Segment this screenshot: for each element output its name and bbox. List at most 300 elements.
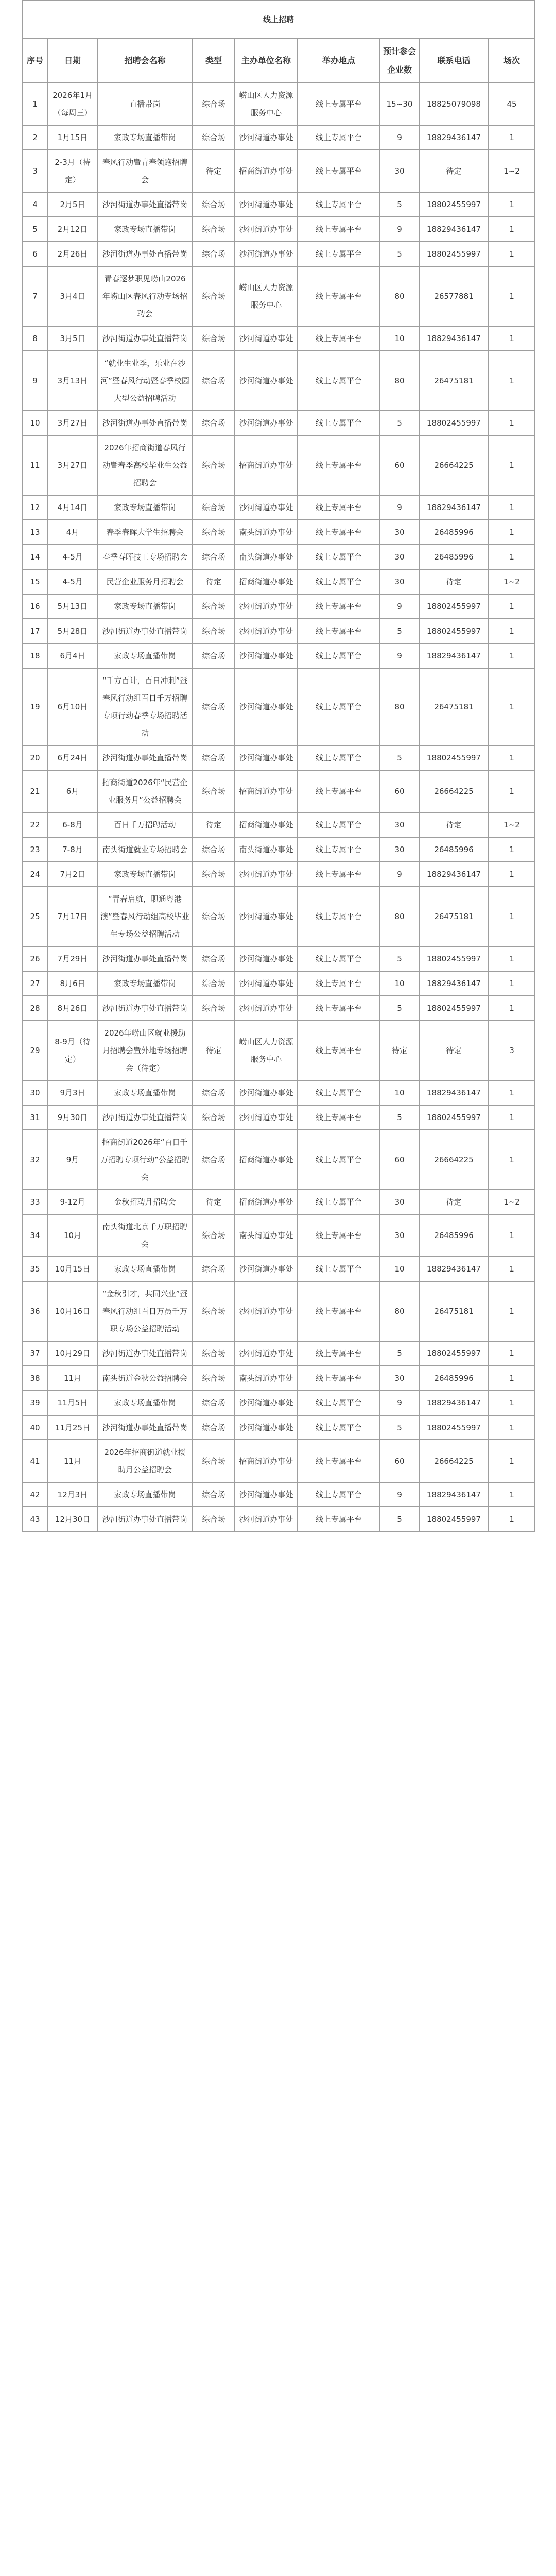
date-cell: 9月30日 xyxy=(48,1105,97,1130)
row-number: 17 xyxy=(22,619,48,643)
table-row xyxy=(22,1130,535,1190)
company-count-cell: 9 xyxy=(380,217,419,242)
date-cell: 5月13日 xyxy=(48,594,97,619)
type-cell: 综合场 xyxy=(193,217,235,242)
event-name-cell: 招商街道2026年“百日千万招聘专项行动”公益招聘会 xyxy=(97,1130,193,1190)
row-number: 28 xyxy=(22,996,48,1021)
event-name-cell: “就业生业季，乐业在沙河”暨春风行动暨春季校园大型公益招聘活动 xyxy=(97,351,193,411)
type-cell: 综合场 xyxy=(193,520,235,545)
company-count-cell: 5 xyxy=(380,946,419,971)
organizer-cell: 南头街道办事处 xyxy=(235,545,298,569)
date-cell: 6月24日 xyxy=(48,745,97,770)
organizer-cell: 沙河街道办事处 xyxy=(235,1507,298,1532)
type-cell: 综合场 xyxy=(193,837,235,862)
company-count-cell: 9 xyxy=(380,1391,419,1415)
row-number: 43 xyxy=(22,1507,48,1532)
table-row xyxy=(22,125,535,150)
date-cell: 11月25日 xyxy=(48,1415,97,1440)
organizer-cell: 沙河街道办事处 xyxy=(235,351,298,411)
venue-cell: 线上专属平台 xyxy=(298,192,380,217)
table-row xyxy=(22,643,535,668)
organizer-cell: 招商街道办事处 xyxy=(235,435,298,495)
date-cell: 3月5日 xyxy=(48,326,97,351)
column-header: 日期 xyxy=(48,39,97,83)
row-number: 4 xyxy=(22,192,48,217)
table-row xyxy=(22,619,535,643)
phone-cell: 26475181 xyxy=(419,351,489,411)
phone-cell: 18802455997 xyxy=(419,242,489,266)
session-count-cell: 3 xyxy=(489,1021,535,1080)
organizer-cell: 崂山区人力资源服务中心 xyxy=(235,1021,298,1080)
company-count-cell: 80 xyxy=(380,351,419,411)
type-cell: 综合场 xyxy=(193,1440,235,1482)
table-title: 线上招聘 xyxy=(22,1,535,39)
session-count-cell: 1~2 xyxy=(489,150,535,192)
venue-cell: 线上专属平台 xyxy=(298,946,380,971)
session-count-cell: 1 xyxy=(489,862,535,887)
phone-cell: 26485996 xyxy=(419,837,489,862)
row-number: 13 xyxy=(22,520,48,545)
organizer-cell: 沙河街道办事处 xyxy=(235,1080,298,1105)
date-cell: 2月12日 xyxy=(48,217,97,242)
date-cell: 12月3日 xyxy=(48,1482,97,1507)
session-count-cell: 1 xyxy=(489,1482,535,1507)
row-number: 6 xyxy=(22,242,48,266)
event-name-cell: 家政专场直播带岗 xyxy=(97,1391,193,1415)
date-cell: 6-8月 xyxy=(48,812,97,837)
table-row xyxy=(22,1214,535,1257)
date-cell: 11月 xyxy=(48,1440,97,1482)
phone-cell: 26485996 xyxy=(419,1214,489,1257)
type-cell: 综合场 xyxy=(193,594,235,619)
venue-cell: 线上专属平台 xyxy=(298,83,380,125)
venue-cell: 线上专属平台 xyxy=(298,150,380,192)
venue-cell: 线上专属平台 xyxy=(298,668,380,745)
company-count-cell: 80 xyxy=(380,1281,419,1341)
phone-cell: 18829436147 xyxy=(419,1391,489,1415)
table-row xyxy=(22,1105,535,1130)
date-cell: 9-12月 xyxy=(48,1190,97,1214)
phone-cell: 26485996 xyxy=(419,1366,489,1391)
event-name-cell: 春季春晖大学生招聘会 xyxy=(97,520,193,545)
venue-cell: 线上专属平台 xyxy=(298,217,380,242)
table-row xyxy=(22,411,535,435)
table-row xyxy=(22,1415,535,1440)
session-count-cell: 1 xyxy=(489,545,535,569)
event-name-cell: “青春启航，职通粤港澳”暨春风行动组高校毕业生专场公益招聘活动 xyxy=(97,887,193,946)
date-cell: 10月29日 xyxy=(48,1341,97,1366)
type-cell: 综合场 xyxy=(193,668,235,745)
row-number: 24 xyxy=(22,862,48,887)
phone-cell: 待定 xyxy=(419,150,489,192)
session-count-cell: 1 xyxy=(489,411,535,435)
column-header: 类型 xyxy=(193,39,235,83)
venue-cell: 线上专属平台 xyxy=(298,266,380,326)
company-count-cell: 15~30 xyxy=(380,83,419,125)
company-count-cell: 10 xyxy=(380,326,419,351)
session-count-cell: 1 xyxy=(489,1507,535,1532)
event-name-cell: 沙河街道办事处直播带岗 xyxy=(97,619,193,643)
organizer-cell: 沙河街道办事处 xyxy=(235,619,298,643)
table-header-row xyxy=(22,39,535,83)
row-number: 22 xyxy=(22,812,48,837)
type-cell: 综合场 xyxy=(193,1080,235,1105)
date-cell: 7月29日 xyxy=(48,946,97,971)
event-name-cell: 沙河街道办事处直播带岗 xyxy=(97,1105,193,1130)
event-name-cell: 民营企业服务月招聘会 xyxy=(97,569,193,594)
row-number: 9 xyxy=(22,351,48,411)
event-name-cell: 家政专场直播带岗 xyxy=(97,125,193,150)
table-row xyxy=(22,1507,535,1532)
date-cell: 4-5月 xyxy=(48,545,97,569)
date-cell: 3月27日 xyxy=(48,411,97,435)
type-cell: 综合场 xyxy=(193,435,235,495)
session-count-cell: 1 xyxy=(489,1440,535,1482)
phone-cell: 18829436147 xyxy=(419,1482,489,1507)
row-number: 10 xyxy=(22,411,48,435)
venue-cell: 线上专属平台 xyxy=(298,351,380,411)
table-row xyxy=(22,1021,535,1080)
session-count-cell: 1 xyxy=(489,1214,535,1257)
row-number: 37 xyxy=(22,1341,48,1366)
session-count-cell: 1 xyxy=(489,946,535,971)
session-count-cell: 1 xyxy=(489,351,535,411)
phone-cell: 18829436147 xyxy=(419,862,489,887)
table-row xyxy=(22,1440,535,1482)
date-cell: 1月15日 xyxy=(48,125,97,150)
organizer-cell: 沙河街道办事处 xyxy=(235,643,298,668)
phone-cell: 待定 xyxy=(419,812,489,837)
row-number: 16 xyxy=(22,594,48,619)
event-name-cell: 沙河街道办事处直播带岗 xyxy=(97,242,193,266)
type-cell: 综合场 xyxy=(193,351,235,411)
organizer-cell: 沙河街道办事处 xyxy=(235,594,298,619)
row-number: 21 xyxy=(22,770,48,812)
row-number: 3 xyxy=(22,150,48,192)
phone-cell: 18802455997 xyxy=(419,619,489,643)
table-row xyxy=(22,150,535,192)
organizer-cell: 沙河街道办事处 xyxy=(235,1281,298,1341)
venue-cell: 线上专属平台 xyxy=(298,887,380,946)
phone-cell: 18802455997 xyxy=(419,1341,489,1366)
table-row xyxy=(22,351,535,411)
event-name-cell: 金秋招聘月招聘会 xyxy=(97,1190,193,1214)
event-name-cell: 百日千万招聘活动 xyxy=(97,812,193,837)
company-count-cell: 30 xyxy=(380,812,419,837)
row-number: 36 xyxy=(22,1281,48,1341)
event-name-cell: 2026年招商街道春风行动暨春季高校毕业生公益招聘会 xyxy=(97,435,193,495)
event-name-cell: 春风行动暨青春领跑招聘会 xyxy=(97,150,193,192)
session-count-cell: 1 xyxy=(489,837,535,862)
column-header: 联系电话 xyxy=(419,39,489,83)
session-count-cell: 1 xyxy=(489,1341,535,1366)
table-row xyxy=(22,887,535,946)
event-name-cell: 沙河街道办事处直播带岗 xyxy=(97,996,193,1021)
table-row xyxy=(22,1366,535,1391)
session-count-cell: 1 xyxy=(489,1080,535,1105)
event-name-cell: 家政专场直播带岗 xyxy=(97,643,193,668)
type-cell: 待定 xyxy=(193,1190,235,1214)
table-row xyxy=(22,946,535,971)
organizer-cell: 沙河街道办事处 xyxy=(235,1257,298,1281)
session-count-cell: 1 xyxy=(489,192,535,217)
organizer-cell: 南头街道办事处 xyxy=(235,1214,298,1257)
table-row xyxy=(22,812,535,837)
phone-cell: 26664225 xyxy=(419,1440,489,1482)
phone-cell: 18829436147 xyxy=(419,125,489,150)
type-cell: 待定 xyxy=(193,1021,235,1080)
row-number: 38 xyxy=(22,1366,48,1391)
type-cell: 综合场 xyxy=(193,887,235,946)
phone-cell: 18829436147 xyxy=(419,495,489,520)
event-name-cell: 春季春晖技工专场招聘会 xyxy=(97,545,193,569)
phone-cell: 18802455997 xyxy=(419,1415,489,1440)
table-row xyxy=(22,1190,535,1214)
session-count-cell: 1 xyxy=(489,619,535,643)
type-cell: 综合场 xyxy=(193,1341,235,1366)
phone-cell: 18802455997 xyxy=(419,946,489,971)
table-row xyxy=(22,1257,535,1281)
row-number: 26 xyxy=(22,946,48,971)
phone-cell: 26485996 xyxy=(419,545,489,569)
venue-cell: 线上专属平台 xyxy=(298,862,380,887)
type-cell: 综合场 xyxy=(193,1214,235,1257)
type-cell: 综合场 xyxy=(193,619,235,643)
type-cell: 综合场 xyxy=(193,495,235,520)
table-row xyxy=(22,266,535,326)
type-cell: 综合场 xyxy=(193,411,235,435)
company-count-cell: 80 xyxy=(380,266,419,326)
row-number: 5 xyxy=(22,217,48,242)
company-count-cell: 30 xyxy=(380,1366,419,1391)
table-row xyxy=(22,435,535,495)
organizer-cell: 沙河街道办事处 xyxy=(235,125,298,150)
phone-cell: 18829436147 xyxy=(419,326,489,351)
company-count-cell: 5 xyxy=(380,1507,419,1532)
session-count-cell: 1 xyxy=(489,745,535,770)
organizer-cell: 沙河街道办事处 xyxy=(235,411,298,435)
date-cell: 8月6日 xyxy=(48,971,97,996)
event-name-cell: 南头街道金秋公益招聘会 xyxy=(97,1366,193,1391)
venue-cell: 线上专属平台 xyxy=(298,1080,380,1105)
phone-cell: 26475181 xyxy=(419,668,489,745)
type-cell: 综合场 xyxy=(193,1366,235,1391)
phone-cell: 待定 xyxy=(419,569,489,594)
organizer-cell: 南头街道办事处 xyxy=(235,837,298,862)
table-row xyxy=(22,1391,535,1415)
organizer-cell: 沙河街道办事处 xyxy=(235,668,298,745)
type-cell: 综合场 xyxy=(193,192,235,217)
type-cell: 综合场 xyxy=(193,770,235,812)
company-count-cell: 80 xyxy=(380,668,419,745)
company-count-cell: 5 xyxy=(380,1105,419,1130)
organizer-cell: 沙河街道办事处 xyxy=(235,971,298,996)
date-cell: 7-8月 xyxy=(48,837,97,862)
company-count-cell: 80 xyxy=(380,887,419,946)
session-count-cell: 1~2 xyxy=(489,812,535,837)
phone-cell: 26577881 xyxy=(419,266,489,326)
venue-cell: 线上专属平台 xyxy=(298,837,380,862)
event-name-cell: 家政专场直播带岗 xyxy=(97,217,193,242)
row-number: 20 xyxy=(22,745,48,770)
venue-cell: 线上专属平台 xyxy=(298,1440,380,1482)
event-name-cell: “金秋引才，共同兴业”暨春风行动组百日万员千万职专场公益招聘活动 xyxy=(97,1281,193,1341)
date-cell: 2月5日 xyxy=(48,192,97,217)
session-count-cell: 45 xyxy=(489,83,535,125)
event-name-cell: 家政专场直播带岗 xyxy=(97,495,193,520)
type-cell: 待定 xyxy=(193,812,235,837)
venue-cell: 线上专属平台 xyxy=(298,1341,380,1366)
phone-cell: 18802455997 xyxy=(419,745,489,770)
date-cell: 4-5月 xyxy=(48,569,97,594)
type-cell: 综合场 xyxy=(193,1415,235,1440)
date-cell: 9月3日 xyxy=(48,1080,97,1105)
table-row xyxy=(22,1482,535,1507)
table-row xyxy=(22,242,535,266)
event-name-cell: 家政专场直播带岗 xyxy=(97,971,193,996)
table-row xyxy=(22,837,535,862)
organizer-cell: 沙河街道办事处 xyxy=(235,217,298,242)
session-count-cell: 1 xyxy=(489,643,535,668)
organizer-cell: 招商街道办事处 xyxy=(235,1190,298,1214)
venue-cell: 线上专属平台 xyxy=(298,1214,380,1257)
date-cell: 11月5日 xyxy=(48,1391,97,1415)
row-number: 32 xyxy=(22,1130,48,1190)
organizer-cell: 沙河街道办事处 xyxy=(235,326,298,351)
table-row xyxy=(22,83,535,125)
venue-cell: 线上专属平台 xyxy=(298,643,380,668)
type-cell: 待定 xyxy=(193,150,235,192)
session-count-cell: 1 xyxy=(489,971,535,996)
company-count-cell: 9 xyxy=(380,643,419,668)
row-number: 14 xyxy=(22,545,48,569)
date-cell: 8月26日 xyxy=(48,996,97,1021)
column-header: 主办单位名称 xyxy=(235,39,298,83)
company-count-cell: 5 xyxy=(380,1415,419,1440)
venue-cell: 线上专属平台 xyxy=(298,411,380,435)
event-name-cell: 家政专场直播带岗 xyxy=(97,1482,193,1507)
type-cell: 综合场 xyxy=(193,996,235,1021)
organizer-cell: 沙河街道办事处 xyxy=(235,996,298,1021)
venue-cell: 线上专属平台 xyxy=(298,770,380,812)
row-number: 12 xyxy=(22,495,48,520)
phone-cell: 待定 xyxy=(419,1190,489,1214)
venue-cell: 线上专属平台 xyxy=(298,495,380,520)
organizer-cell: 南头街道办事处 xyxy=(235,520,298,545)
phone-cell: 18829436147 xyxy=(419,1080,489,1105)
venue-cell: 线上专属平台 xyxy=(298,594,380,619)
session-count-cell: 1 xyxy=(489,1257,535,1281)
date-cell: 8-9月（待定） xyxy=(48,1021,97,1080)
company-count-cell: 30 xyxy=(380,520,419,545)
company-count-cell: 9 xyxy=(380,495,419,520)
venue-cell: 线上专属平台 xyxy=(298,520,380,545)
venue-cell: 线上专属平台 xyxy=(298,326,380,351)
date-cell: 11月 xyxy=(48,1366,97,1391)
event-name-cell: 沙河街道办事处直播带岗 xyxy=(97,326,193,351)
table-row xyxy=(22,996,535,1021)
organizer-cell: 沙河街道办事处 xyxy=(235,1415,298,1440)
row-number: 1 xyxy=(22,83,48,125)
session-count-cell: 1 xyxy=(489,1415,535,1440)
table-row xyxy=(22,1341,535,1366)
venue-cell: 线上专属平台 xyxy=(298,812,380,837)
session-count-cell: 1 xyxy=(489,1366,535,1391)
schedule-table xyxy=(22,0,535,1532)
table-row xyxy=(22,217,535,242)
type-cell: 待定 xyxy=(193,569,235,594)
session-count-cell: 1 xyxy=(489,1105,535,1130)
row-number: 18 xyxy=(22,643,48,668)
phone-cell: 18802455997 xyxy=(419,411,489,435)
type-cell: 综合场 xyxy=(193,545,235,569)
table-row xyxy=(22,770,535,812)
session-count-cell: 1 xyxy=(489,668,535,745)
session-count-cell: 1 xyxy=(489,326,535,351)
session-count-cell: 1 xyxy=(489,1391,535,1415)
venue-cell: 线上专属平台 xyxy=(298,1415,380,1440)
company-count-cell: 30 xyxy=(380,545,419,569)
phone-cell: 18829436147 xyxy=(419,1257,489,1281)
session-count-cell: 1 xyxy=(489,1130,535,1190)
event-name-cell: 2026年崂山区就业援助月招聘会暨外地专场招聘会（待定） xyxy=(97,1021,193,1080)
event-name-cell: 沙河街道办事处直播带岗 xyxy=(97,946,193,971)
company-count-cell: 30 xyxy=(380,837,419,862)
venue-cell: 线上专属平台 xyxy=(298,1281,380,1341)
session-count-cell: 1 xyxy=(489,435,535,495)
session-count-cell: 1 xyxy=(489,125,535,150)
column-header: 举办地点 xyxy=(298,39,380,83)
type-cell: 综合场 xyxy=(193,1257,235,1281)
company-count-cell: 10 xyxy=(380,1080,419,1105)
phone-cell: 18802455997 xyxy=(419,1507,489,1532)
company-count-cell: 60 xyxy=(380,1440,419,1482)
venue-cell: 线上专属平台 xyxy=(298,1507,380,1532)
venue-cell: 线上专属平台 xyxy=(298,745,380,770)
company-count-cell: 5 xyxy=(380,192,419,217)
venue-cell: 线上专属平台 xyxy=(298,619,380,643)
organizer-cell: 沙河街道办事处 xyxy=(235,1391,298,1415)
type-cell: 综合场 xyxy=(193,1105,235,1130)
company-count-cell: 30 xyxy=(380,1190,419,1214)
event-name-cell: 沙河街道办事处直播带岗 xyxy=(97,745,193,770)
company-count-cell: 5 xyxy=(380,619,419,643)
row-number: 11 xyxy=(22,435,48,495)
session-count-cell: 1 xyxy=(489,495,535,520)
table-row xyxy=(22,745,535,770)
organizer-cell: 沙河街道办事处 xyxy=(235,862,298,887)
column-header: 序号 xyxy=(22,39,48,83)
organizer-cell: 沙河街道办事处 xyxy=(235,1482,298,1507)
company-count-cell: 5 xyxy=(380,242,419,266)
table-row xyxy=(22,520,535,545)
column-header: 场次 xyxy=(489,39,535,83)
table-row xyxy=(22,326,535,351)
venue-cell: 线上专属平台 xyxy=(298,435,380,495)
date-cell: 6月 xyxy=(48,770,97,812)
row-number: 19 xyxy=(22,668,48,745)
organizer-cell: 沙河街道办事处 xyxy=(235,1341,298,1366)
venue-cell: 线上专属平台 xyxy=(298,1482,380,1507)
date-cell: 10月16日 xyxy=(48,1281,97,1341)
event-name-cell: 沙河街道办事处直播带岗 xyxy=(97,1507,193,1532)
event-name-cell: 家政专场直播带岗 xyxy=(97,862,193,887)
row-number: 34 xyxy=(22,1214,48,1257)
venue-cell: 线上专属平台 xyxy=(298,545,380,569)
company-count-cell: 9 xyxy=(380,125,419,150)
type-cell: 综合场 xyxy=(193,946,235,971)
date-cell: 6月4日 xyxy=(48,643,97,668)
